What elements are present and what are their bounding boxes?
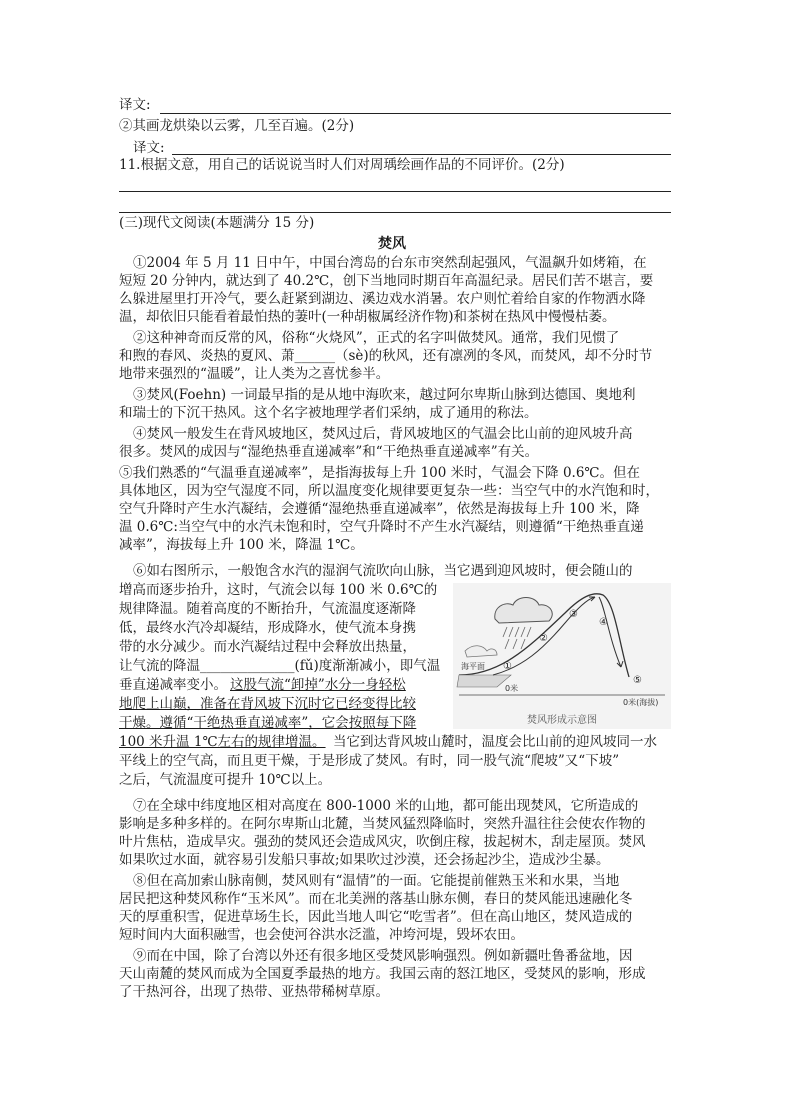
translation-label-2: 译文: [133, 140, 165, 156]
marker-4: ④ [599, 617, 608, 628]
underlined-text: 这股气流“卸掉”水分一身轻松 [230, 677, 406, 693]
text-line: ⑨而在中国，除了台湾以外还有很多地区受焚风影响强烈。例如新疆吐鲁番盆地，因 [133, 948, 633, 964]
text-line: 减率”，海拔每上升 100 米，降温 1℃。 [119, 537, 364, 553]
cloud-icon [495, 598, 552, 624]
text-line: 之后，气流温度可提升 10℃以上。 [119, 772, 332, 788]
text-line: 天的厚重积雪，促进草场生长，因此当地人叫它“吃雪者”。但在高山地区，焚风造成的 [119, 909, 633, 925]
text-line: 影响是多种多样的。在阿尔卑斯山北麓，当焚风猛烈降临时，突然升温往往会使农作物的 [119, 816, 646, 832]
text-line: 带的水分减少。而水汽凝结过程中会释放出热量， [119, 639, 416, 655]
text-line: 空气升降时产生水汽凝结，会遵循“湿绝热垂直递减率”，依然是海拔每上升 100 米，降 [119, 501, 640, 517]
text-line: ③焚风(Foehn) 一词最早指的是从地中海吹来，越过阿尔卑斯山脉到达德国、奥地利 [133, 387, 636, 403]
section-heading: (三)现代文阅读(本题满分 15 分) [119, 215, 315, 231]
figure-caption: 焚风形成示意图 [527, 715, 597, 726]
text-line: 很多。焚风的成因与“湿绝热垂直递减率”和“干绝热垂直递减率”有关。 [119, 444, 539, 460]
marker-2: ② [539, 633, 548, 644]
zero-left-label: 0米 [505, 684, 519, 693]
marker-3: ③ [569, 609, 578, 620]
sea-level-label: 海平面 [461, 662, 485, 671]
question-11: 11.根据文意，用自己的话说说当时人们对周瑀绘画作品的不同评价。(2分) [119, 157, 565, 173]
text-line: 短短 20 分钟内，就达到了 40.2℃，创下当地同时期百年高温纪录。居民们苦不堪言，要 [119, 273, 654, 289]
text-line: ⑥如右图所示，一般饱含水汽的湿润气流吹向山脉，当它遇到迎风坡时，便会随山的 [133, 563, 633, 579]
answer-line-3 [119, 191, 671, 192]
text-line: 当它到达背风坡山麓时，温度会比山前的迎风坡同一水 [333, 734, 657, 750]
text-line: ⑧但在高加索山脉南侧，焚风则有“温情”的一面。它能提前催熟玉米和水果，当地 [133, 873, 620, 889]
text-line: ②这种神奇而反常的风，俗称“火烧风”，正式的名字叫做焚风。通常，我们见惯了 [133, 330, 620, 346]
text-line: ①2004 年 5 月 11 日中午，中国台湾岛的台东市突然刮起强风，气温飙升如烤箱，在 [133, 255, 647, 271]
text-line: 了干热河谷，出现了热带、亚热带稀树草原。 [119, 984, 389, 1000]
foehn-diagram-svg [453, 583, 671, 729]
text-line: 如果吹过水面，就容易引发船只事故;如果吹过沙漠，还会扬起沙尘，造成沙尘暴。 [119, 852, 610, 868]
text-line: ⑦在全球中纬度地区相对高度在 800-1000 米的山地，都可能出现焚风，它所造成的 [133, 798, 639, 814]
text-line: 温，却依旧只能看着最怕热的萋叶(一种胡椒属经济作物)和茶树在热风中慢慢枯萎。 [119, 309, 616, 325]
zero-right-label: 0米(海拔) [623, 698, 659, 707]
underlined-text: 100 米升温 1℃左右的规律增温。 [119, 734, 326, 750]
text-line: ④焚风一般发生在背风坡地区，焚风过后，背风坡地区的气温会比山前的迎风坡升高 [133, 426, 633, 442]
article-title: 焚风 [378, 236, 406, 252]
text-line: 和瑞士的下沉干热风。这个名字被地理学者们采纳，成了通用的称法。 [119, 405, 538, 421]
text-line: 短时间内大面积融雪，也会使河谷洪水泛滥，冲垮河堤，毁坏农田。 [119, 927, 524, 943]
text-line: 温 0.6℃:当空气中的水汽未饱和时，空气升降时不产生水汽凝结，则遵循“干绝热垂直递 [119, 519, 644, 535]
text-line: 居民把这种焚风称作“玉米风”。而在北美洲的落基山脉东侧，春日的焚风能迅速融化冬 [119, 891, 633, 907]
answer-line-4 [119, 212, 671, 213]
underlined-text: 干燥。遵循“干绝热垂直递减率”，它会按照每下降 [119, 715, 417, 731]
text-line: 低，最终水汽冷却凝结，形成降水，使气流本身携 [119, 620, 416, 636]
text-line: ⑤我们熟悉的“气温垂直递减率”，是指海拔每上升 100 米时，气温会下降 0.6℃。但在 [119, 465, 641, 481]
answer-line-2 [172, 154, 671, 155]
text-line: 叶片焦枯，造成旱灾。强劲的焚风还会造成风灾，吹倒庄稼，拔起树木，刮走屋顶。焚风 [119, 834, 646, 850]
answer-line-1 [160, 113, 671, 114]
question-item-2: ②其画龙烘染以云雾，几至百遍。(2分) [119, 118, 355, 134]
marker-5: ⑤ [633, 675, 642, 686]
text-line: 规律降温。随着高度的不断抬升，气流温度逐渐降 [119, 601, 416, 617]
text-line: 地带来强烈的“温暖”，让人类为之喜忧参半。 [119, 366, 390, 382]
translation-label-1: 译文: [119, 97, 151, 113]
text-line: 平线上的空气高，而且更干燥，于是形成了焚风。有时，同一股气流“爬坡”又“下坡” [119, 753, 620, 769]
sea-surface [457, 675, 511, 687]
text-line: 和煦的春风、炎热的夏风、萧______（sè)的秋风，还有凛冽的冬风，而焚风，却不分时节 [119, 348, 653, 364]
vapor-icon [465, 646, 497, 657]
rain-icon [503, 627, 531, 649]
text-line: 增高而逐步抬升，这时，气流会以每 100 米 0.6℃的 [119, 582, 438, 598]
text-line: 么躲进屋里打开冷气，要么赶紧到湖边、溪边戏水消暑。农户则忙着给自家的作物洒水降 [119, 291, 646, 307]
foehn-diagram [453, 583, 671, 729]
text-line: 垂直递减率变小。 [119, 677, 227, 693]
text-line: 具体地区，因为空气湿度不同，所以温度变化规律要更复杂一些：当空气中的水汽饱和时， [119, 483, 659, 499]
marker-1: ① [503, 661, 512, 672]
text-line: 让气流的降温______________(fǔ)度渐渐减小，即气温 [119, 658, 441, 674]
underlined-text: 地爬上山巅，准备在背风坡下沉时它已经变得比较 [119, 696, 416, 712]
text-line: 天山南麓的焚风而成为全国夏季最热的地方。我国云南的怒江地区，受焚风的影响，形成 [119, 966, 646, 982]
